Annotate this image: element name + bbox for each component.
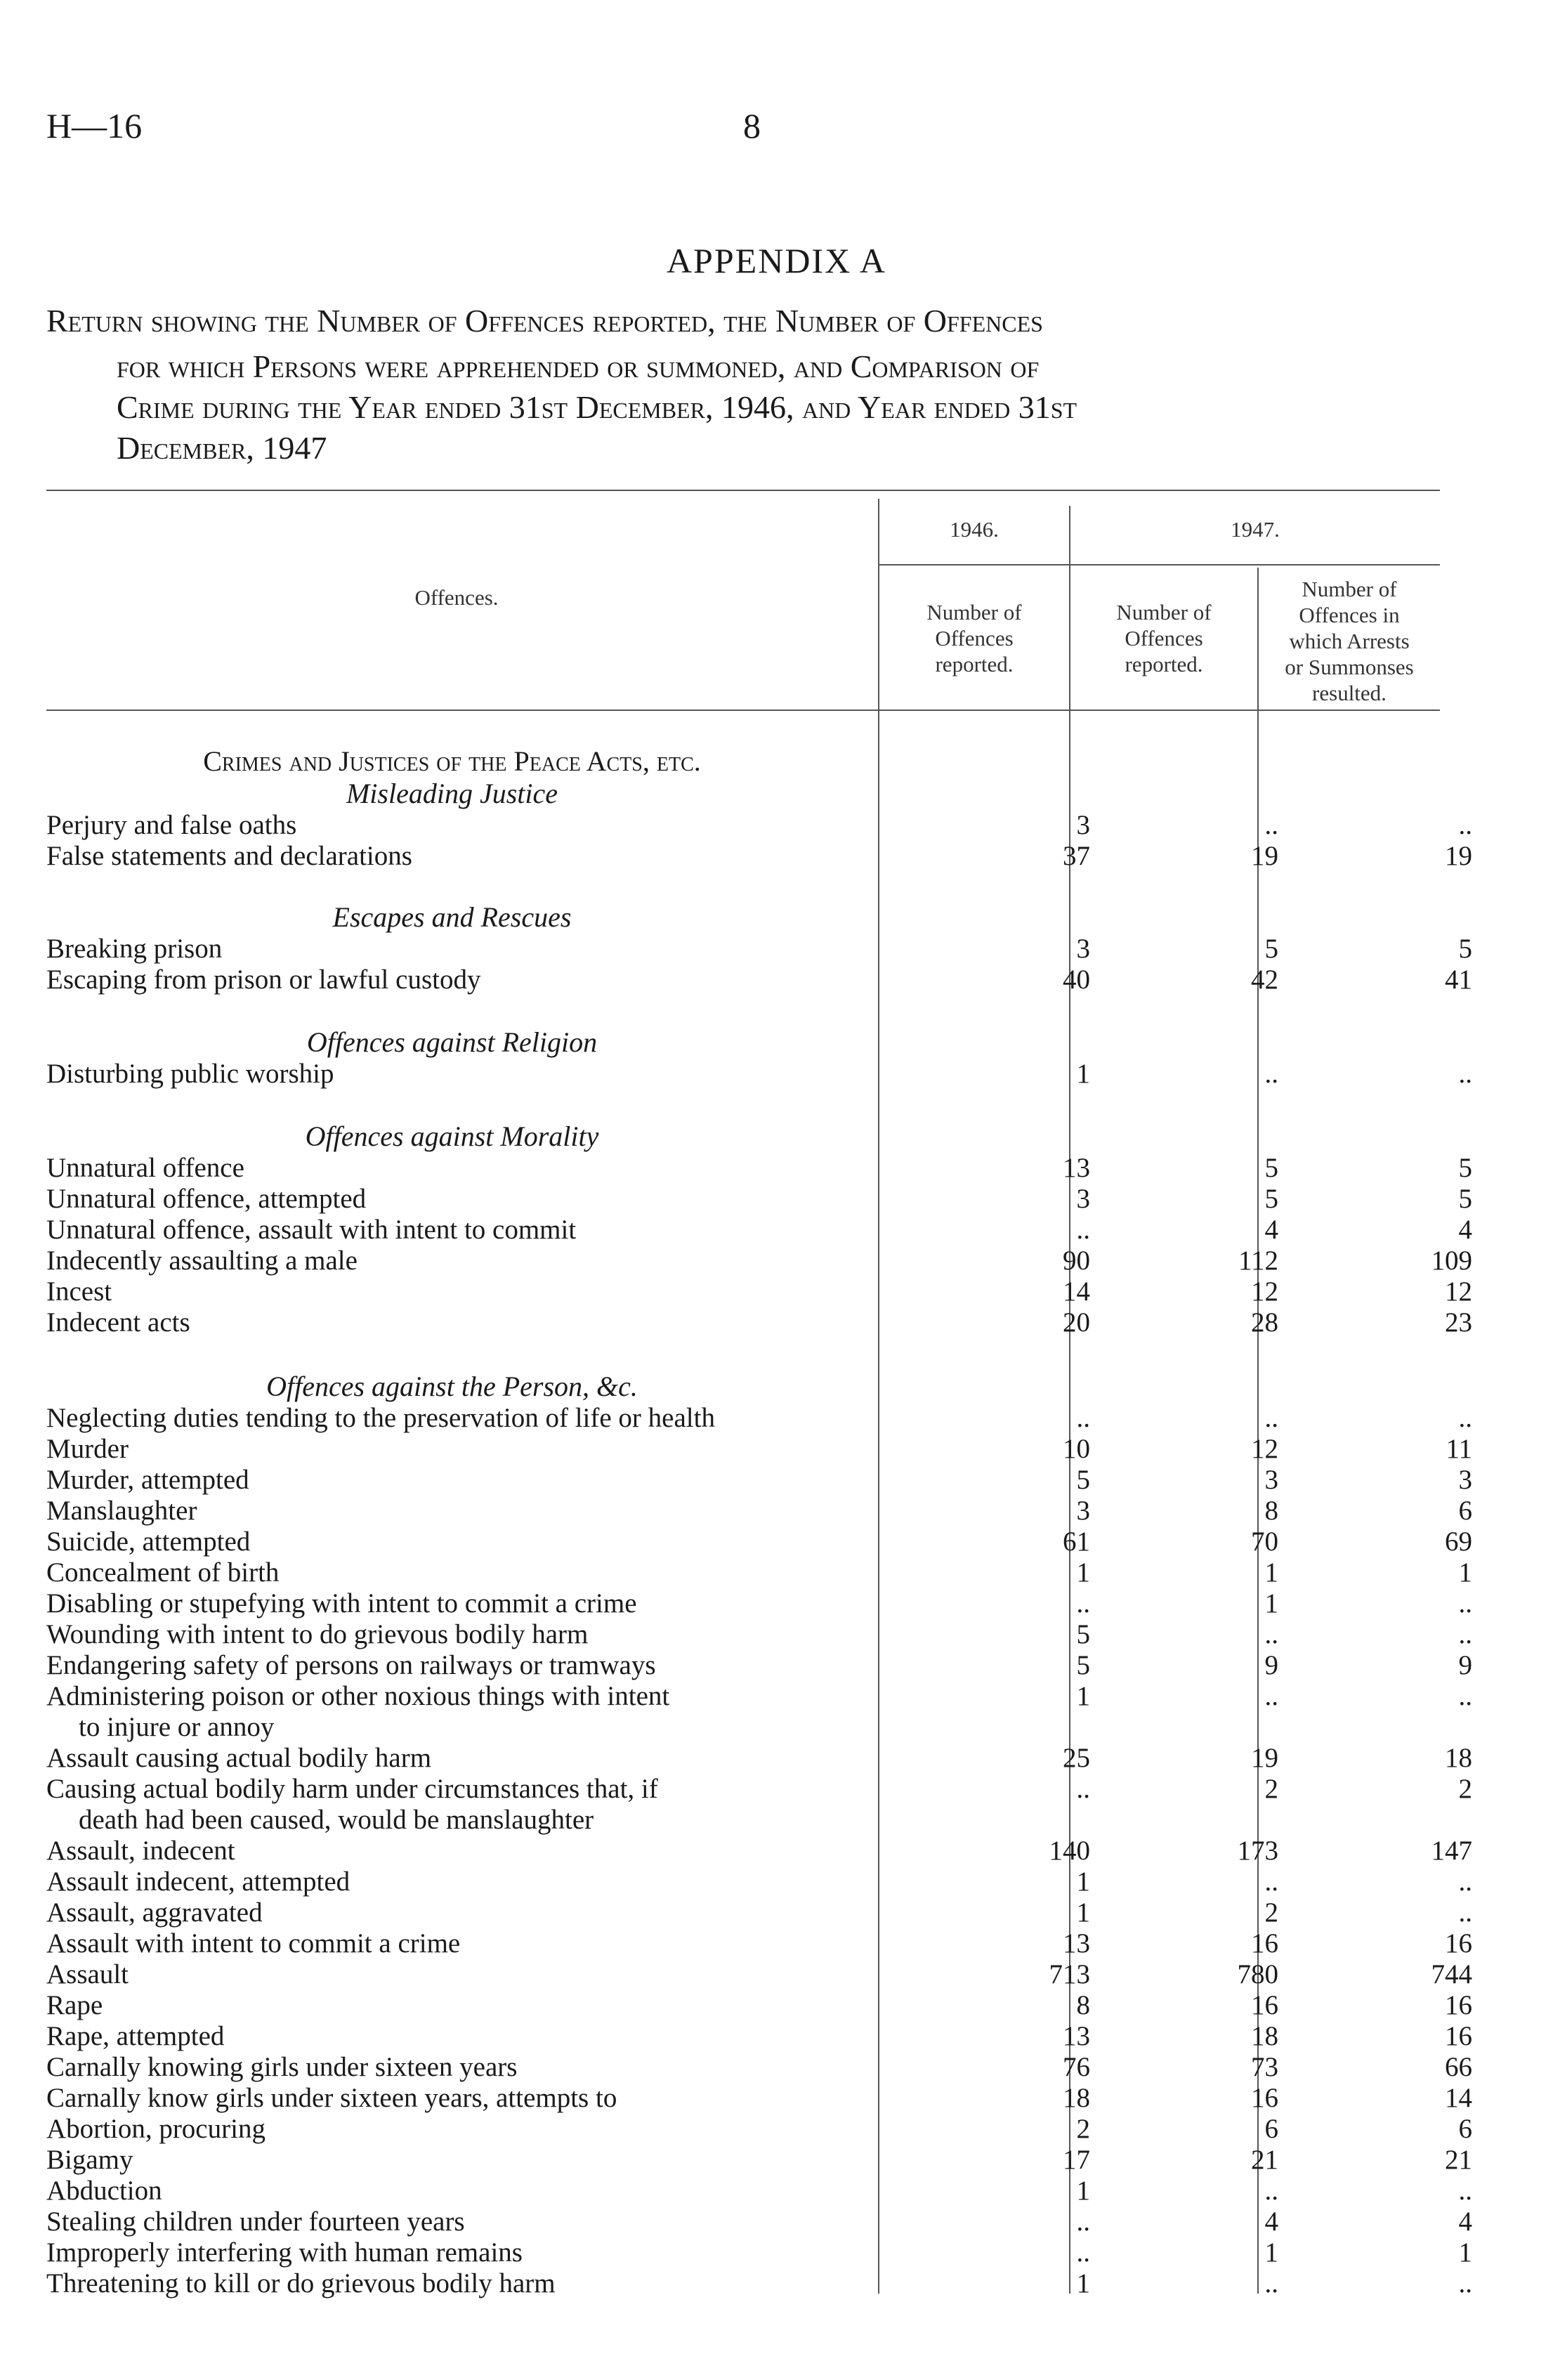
table-row [46, 1866, 1553, 1897]
value-1947-arrests: .. [1458, 1897, 1472, 1928]
value-1947-reported: 21 [1251, 2145, 1278, 2175]
value-1946-reported: 61 [1063, 1526, 1090, 1557]
value-1947-arrests: 6 [1458, 2114, 1472, 2144]
value-1946-reported: .. [1076, 2206, 1090, 2237]
value-1946-reported: 5 [1076, 1465, 1090, 1495]
table-row [46, 1588, 1553, 1619]
value-1946-reported: 25 [1063, 1743, 1090, 1773]
value-1947-reported: 9 [1264, 1650, 1278, 1680]
value-1947-arrests: .. [1458, 2268, 1472, 2299]
value-1946-reported: 8 [1076, 1990, 1090, 2020]
value-1946-reported: 20 [1063, 1307, 1090, 1338]
value-1947-reported: 1 [1264, 1557, 1278, 1588]
value-1946-reported: 713 [1049, 1959, 1090, 1989]
page-code: H—16 [46, 106, 143, 145]
value-1947-arrests: .. [1458, 1059, 1472, 1089]
value-1946-reported: 5 [1076, 1650, 1090, 1680]
value-1946-reported: 13 [1063, 1928, 1090, 1959]
offence-name: Disturbing public worship .. .. [46, 1058, 861, 1090]
value-1946-reported: 76 [1063, 2052, 1090, 2082]
offence-name: Unnatural offence, assault with intent to commit .. .. [46, 1214, 861, 1245]
value-1947-arrests: 6 [1458, 1496, 1472, 1526]
value-1947-reported: .. [1264, 1403, 1278, 1433]
offence-name: Carnally know girls under sixteen years, attempts to .. .. [46, 2082, 861, 2114]
value-1946-reported: 3 [1076, 934, 1090, 964]
table-row [46, 2082, 1553, 2113]
value-1947-reported: 6 [1264, 2114, 1278, 2144]
value-1947-arrests: .. [1458, 1619, 1472, 1649]
value-1946-reported: 2 [1076, 2114, 1090, 2144]
value-1946-reported: .. [1076, 2237, 1090, 2268]
table-row [46, 1773, 1553, 1835]
value-1946-reported: .. [1076, 1588, 1090, 1619]
table-row [46, 1680, 1553, 1742]
main-heading: Crimes and Justices of the Peace Acts, etc. [203, 745, 701, 777]
value-1947-reported: .. [1264, 810, 1278, 840]
offence-name: Escaping from prison or lawful custody .. .. [46, 964, 861, 995]
value-1947-arrests: 744 [1431, 1959, 1472, 1989]
table-row [46, 2144, 1553, 2175]
table-row [46, 809, 1553, 840]
header-col-1947-arrests: Number of Offences in which Arrests or Summonses resulted. [1285, 577, 1414, 705]
value-1947-arrests: .. [1458, 2176, 1472, 2206]
value-1946-reported: 14 [1063, 1276, 1090, 1307]
value-1947-arrests: 41 [1445, 965, 1472, 995]
table-row [46, 1152, 1553, 1183]
value-1947-reported: 12 [1251, 1276, 1278, 1307]
offence-name: Breaking prison .. .. [46, 933, 861, 965]
table-row [46, 1897, 1553, 1928]
offence-name: Indecently assaulting a male .. .. [46, 1245, 861, 1276]
value-1947-reported: 2 [1264, 1897, 1278, 1928]
value-1947-arrests: 5 [1458, 1153, 1472, 1183]
value-1947-reported: 28 [1251, 1307, 1278, 1338]
value-1947-reported: 4 [1264, 1215, 1278, 1245]
offence-name: Endangering safety of persons on railways or tramways .. .. [46, 1649, 861, 1681]
value-1947-reported: 173 [1237, 1836, 1278, 1866]
value-1947-arrests: 18 [1445, 1743, 1472, 1773]
section-heading: Offences against the Person, &c. [266, 1371, 638, 1402]
offence-name: Causing actual bodily harm under circumstances that, if [46, 1773, 861, 1805]
offence-name: Unnatural offence .. .. [46, 1152, 861, 1184]
value-1947-reported: 19 [1251, 1743, 1278, 1773]
table-row [46, 1835, 1553, 1866]
offence-name: Perjury and false oaths .. .. [46, 809, 861, 841]
value-1947-arrests: 12 [1445, 1276, 1472, 1307]
value-1947-reported: 1 [1264, 2237, 1278, 2268]
value-1947-arrests: 16 [1445, 1990, 1472, 2020]
value-1947-reported: 70 [1251, 1526, 1278, 1557]
table-row [46, 1928, 1553, 1959]
value-1947-arrests: .. [1458, 1403, 1472, 1433]
offence-name: Stealing children under fourteen years .. .. [46, 2206, 861, 2237]
page-number: 8 [743, 106, 761, 145]
value-1947-reported: 1 [1264, 1588, 1278, 1619]
value-1947-reported: 18 [1251, 2021, 1278, 2051]
section-heading: Offences against Morality [305, 1120, 599, 1152]
table-row [46, 1433, 1553, 1464]
value-1946-reported: 1 [1076, 1059, 1090, 1089]
offence-name: Rape .. .. [46, 1989, 861, 2021]
appendix-title: APPENDIX A [666, 241, 887, 280]
value-1946-reported: 3 [1076, 1184, 1090, 1214]
table-row [46, 1464, 1553, 1495]
value-1947-arrests: .. [1458, 1588, 1472, 1619]
value-1946-reported: 90 [1063, 1245, 1090, 1276]
value-1947-reported: 73 [1251, 2052, 1278, 2082]
offence-name: Murder .. .. [46, 1433, 861, 1465]
table-row [46, 1495, 1553, 1526]
header-offences: Offences. [414, 585, 499, 610]
offence-name: Threatening to kill or do grievous bodily harm .. .. [46, 2268, 861, 2299]
value-1947-arrests: 23 [1445, 1307, 1472, 1338]
value-1946-reported: 1 [1076, 1897, 1090, 1928]
return-title-line-3: Crime during the Year ended 31st December, 1946, and Year ended 31st [117, 389, 1077, 425]
value-1947-reported: 16 [1251, 1990, 1278, 2020]
offence-name: Carnally knowing girls under sixteen years .. .. [46, 2051, 861, 2083]
value-1947-reported: 42 [1251, 965, 1278, 995]
value-1947-reported: 5 [1264, 934, 1278, 964]
value-1947-arrests: 11 [1446, 1434, 1472, 1464]
value-1946-reported: 37 [1063, 841, 1090, 871]
table-row [46, 1307, 1553, 1338]
value-1947-arrests: 1 [1458, 2237, 1472, 2268]
table-row [46, 1058, 1553, 1089]
offence-name: Wounding with intent to do grievous bodily harm .. .. [46, 1619, 861, 1650]
table-row [46, 1183, 1553, 1214]
table-row [46, 964, 1553, 995]
table-row [46, 1402, 1553, 1433]
table-row [46, 1959, 1553, 1989]
header-year-1947: 1947. [1231, 517, 1280, 542]
value-1947-arrests: 1 [1458, 1557, 1472, 1588]
value-1946-reported: .. [1076, 1403, 1090, 1433]
value-1946-reported: 17 [1063, 2145, 1090, 2175]
offence-name: Neglecting duties tending to the preservation of life or health [46, 1402, 861, 1434]
value-1947-arrests: 9 [1458, 1650, 1472, 1680]
value-1947-reported: 8 [1264, 1496, 1278, 1526]
value-1947-arrests: 19 [1445, 841, 1472, 871]
value-1947-arrests: 16 [1445, 1928, 1472, 1959]
value-1947-arrests: 69 [1445, 1526, 1472, 1557]
value-1946-reported: 3 [1076, 810, 1090, 840]
year-header-rule [878, 564, 1440, 565]
return-title-line-1: Return showing the Number of Offences reported, the Number of Offences [46, 303, 1043, 339]
value-1947-arrests: 21 [1445, 2145, 1472, 2175]
return-title-line-4: December, 1947 [117, 430, 327, 466]
value-1947-arrests: 4 [1458, 2206, 1472, 2237]
value-1947-arrests: 66 [1445, 2052, 1472, 2082]
section-heading: Escapes and Rescues [332, 901, 572, 933]
offence-name: Improperly interfering with human remains .. .. [46, 2237, 861, 2268]
value-1946-reported: 140 [1049, 1836, 1090, 1866]
value-1947-reported: .. [1264, 1866, 1278, 1897]
value-1947-reported: 16 [1251, 2083, 1278, 2113]
offence-name: False statements and declarations .. .. [46, 840, 861, 872]
offence-name: Administering poison or other noxious things with intent [46, 1680, 861, 1712]
table-top-rule [46, 490, 1440, 491]
value-1947-reported: .. [1264, 1619, 1278, 1649]
value-1946-reported: 3 [1076, 1496, 1090, 1526]
offence-name: Bigamy .. .. [46, 2144, 861, 2176]
value-1947-arrests: 109 [1431, 1245, 1472, 1276]
value-1947-reported: 2 [1264, 1774, 1278, 1804]
offence-name: Assault, aggravated .. .. [46, 1897, 861, 1928]
value-1946-reported: .. [1076, 1774, 1090, 1804]
table-row [46, 1619, 1553, 1649]
offence-name: Disabling or stupefying with intent to commit a crime .. .. [46, 1588, 861, 1619]
value-1946-reported: 10 [1063, 1434, 1090, 1464]
offence-name: Concealment of birth .. .. [46, 1557, 861, 1588]
table-row [46, 840, 1553, 871]
header-col-1946-reported: Number of Offences reported. [926, 600, 1022, 676]
table-row [46, 1989, 1553, 2020]
table-row [46, 2237, 1553, 2268]
value-1947-reported: 5 [1264, 1153, 1278, 1183]
value-1947-reported: .. [1264, 1681, 1278, 1711]
value-1947-reported: 5 [1264, 1184, 1278, 1214]
table-row [46, 2020, 1553, 2051]
offence-name-continuation: death had been caused, would be manslaughter [79, 1805, 594, 1835]
value-1947-arrests: 2 [1458, 1774, 1472, 1804]
value-1947-reported: 3 [1264, 1465, 1278, 1495]
table-row [46, 1276, 1553, 1307]
offence-name: Assault with intent to commit a crime .. .. [46, 1928, 861, 1959]
offence-name: Abortion, procuring .. .. [46, 2113, 861, 2145]
value-1946-reported: 18 [1063, 2083, 1090, 2113]
table-row [46, 2113, 1553, 2144]
value-1946-reported: 40 [1063, 965, 1090, 995]
table-row [46, 1557, 1553, 1588]
offence-name: Incest .. .. [46, 1276, 861, 1307]
offence-name: Unnatural offence, attempted .. .. [46, 1183, 861, 1215]
value-1947-arrests: .. [1458, 810, 1472, 840]
value-1947-reported: .. [1264, 2268, 1278, 2299]
offence-name: Assault, indecent .. .. [46, 1835, 861, 1866]
offence-name: Manslaughter .. .. [46, 1495, 861, 1526]
value-1946-reported: 5 [1076, 1619, 1090, 1649]
table-row [46, 2051, 1553, 2082]
value-1946-reported: 1 [1076, 1557, 1090, 1588]
value-1947-reported: 19 [1251, 841, 1278, 871]
offence-name: Murder, attempted .. .. [46, 1464, 861, 1496]
value-1947-arrests: .. [1458, 1866, 1472, 1897]
value-1947-arrests: 4 [1458, 1215, 1472, 1245]
value-1947-reported: 16 [1251, 1928, 1278, 1959]
value-1946-reported: 1 [1076, 2268, 1090, 2299]
offence-name: Suicide, attempted .. .. [46, 1526, 861, 1557]
offence-name: Assault .. .. [46, 1959, 861, 1990]
table-row [46, 2268, 1553, 2299]
table-row [46, 1245, 1553, 1276]
value-1947-reported: 12 [1251, 1434, 1278, 1464]
value-1946-reported: 13 [1063, 2021, 1090, 2051]
value-1947-reported: 780 [1237, 1959, 1278, 1989]
return-title-line-2: for which Persons were apprehended or summoned, and Comparison of [117, 348, 1040, 384]
value-1947-reported: .. [1264, 1059, 1278, 1089]
value-1947-reported: 4 [1264, 2206, 1278, 2237]
value-1947-reported: .. [1264, 2176, 1278, 2206]
value-1946-reported: .. [1076, 1215, 1090, 1245]
offence-name: Assault indecent, attempted .. .. [46, 1866, 861, 1897]
table-row [46, 2175, 1553, 2206]
value-1947-arrests: 16 [1445, 2021, 1472, 2051]
offence-name: Assault causing actual bodily harm .. .. [46, 1742, 861, 1774]
value-1947-arrests: 5 [1458, 934, 1472, 964]
value-1947-reported: 112 [1238, 1245, 1278, 1276]
header-year-1946: 1946. [950, 517, 999, 542]
value-1947-arrests: 147 [1431, 1836, 1472, 1866]
table-row [46, 933, 1553, 964]
header-bottom-rule [46, 710, 1440, 711]
value-1946-reported: 13 [1063, 1153, 1090, 1183]
value-1946-reported: 1 [1076, 1681, 1090, 1711]
value-1947-arrests: 3 [1458, 1465, 1472, 1495]
table-row [46, 1649, 1553, 1680]
section-heading: Misleading Justice [346, 778, 558, 809]
value-1946-reported: 1 [1076, 1866, 1090, 1897]
offence-name: Abduction .. .. [46, 2175, 861, 2206]
value-1946-reported: 1 [1076, 2176, 1090, 2206]
table-row [46, 1526, 1553, 1557]
header-col-1947-reported: Number of Offences reported. [1116, 600, 1212, 676]
value-1947-arrests: .. [1458, 1681, 1472, 1711]
value-1947-arrests: 14 [1445, 2083, 1472, 2113]
table-row [46, 1742, 1553, 1773]
section-heading: Offences against Religion [306, 1026, 598, 1058]
offence-name: Rape, attempted .. .. [46, 2020, 861, 2052]
value-1947-arrests: 5 [1458, 1184, 1472, 1214]
table-row [46, 1214, 1553, 1245]
table-row [46, 2206, 1553, 2237]
offence-name: Indecent acts .. .. [46, 1307, 861, 1338]
offence-name-continuation: to injure or annoy [79, 1712, 275, 1742]
